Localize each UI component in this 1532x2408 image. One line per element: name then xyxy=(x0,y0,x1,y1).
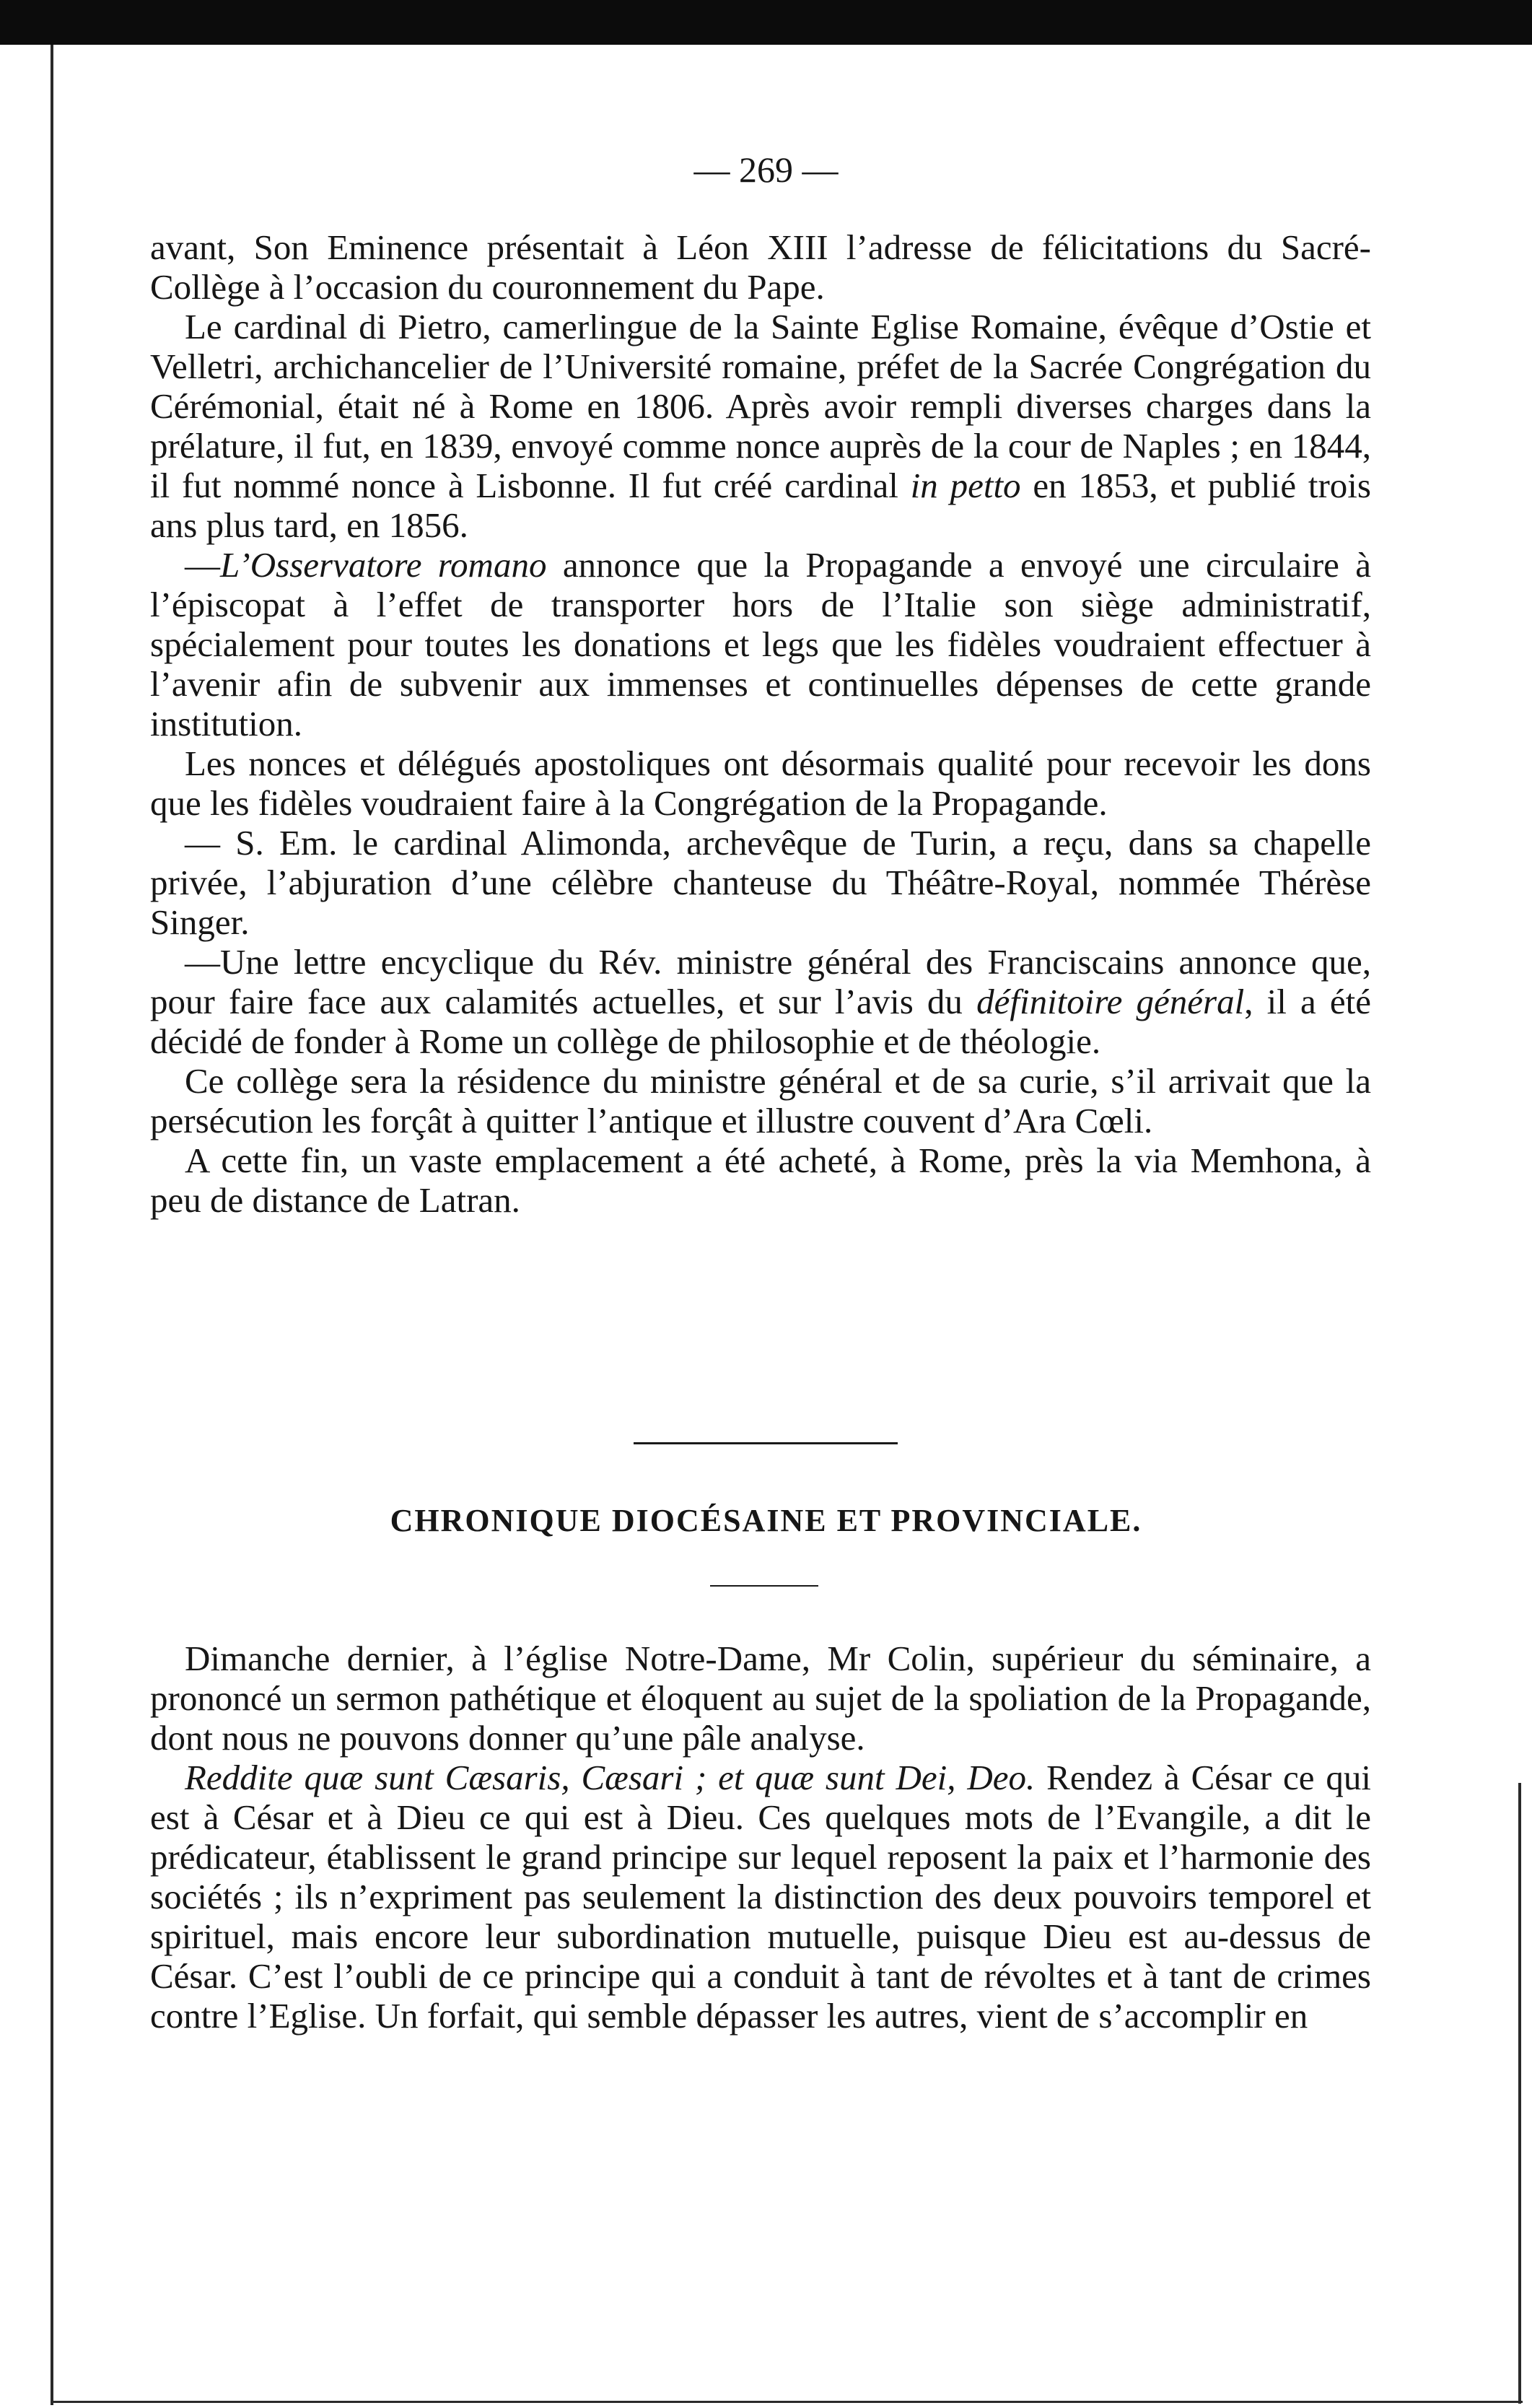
paragraph-10: Reddite quæ sunt Cæsaris, Cæsari ; et quæ sunt Dei, Deo. Rendez à César ce qui est à César et à Dieu ce qui est à Dieu. Ces quelques mots de l’Evangile, a dit le prédicateur, établissent le grand principe sur lequel reposent la paix et l’harmonie des sociétés ; ils n’expriment pas seulement la distinction des deux pouvoirs temporel et spirituel, mais encore leur subordination mutuelle, puisque Dieu est au-dessus de César. C’est l’oubli de ce principe qui a conduit à tant de révoltes et à tant de crimes contre l’Eglise. Un forfait, qui semble dépasser les autres, vient de s’accomplir en xyxy=(150,1758,1371,2036)
scan-bottom-border xyxy=(51,2401,1523,2403)
paragraph-1: avant, Son Eminence présentait à Léon XIII l’adresse de félicitations du Sacré-Collège à l’occasion du couronnement du Pape. xyxy=(150,227,1371,307)
paragraph-9: Dimanche dernier, à l’église Notre-Dame, Mr Colin, supérieur du séminaire, a prononcé un sermon pathétique et éloquent au sujet de la spoliation de la Propagande, dont nous ne pouvons donner qu’une pâle analyse. xyxy=(150,1639,1371,1758)
page-number: — 269 — xyxy=(693,149,839,190)
section-roman-news xyxy=(150,227,1371,1220)
paragraph-7: Ce collège sera la résidence du ministre général et de sa curie, s’il arrivait que la persécution les forçât à quitter l’antique et illustre couvent d’Ara Cœli. xyxy=(150,1061,1371,1140)
paragraph-4: Les nonces et délégués apostoliques ont désormais qualité pour recevoir les dons que les fidèles voudraient faire à la Congrégation de la Propagande. xyxy=(150,743,1371,823)
scan-left-border xyxy=(51,45,53,2405)
paragraph-5: — S. Em. le cardinal Alimonda, archevêque de Turin, a reçu, dans sa chapelle privée, l’abjuration d’une célèbre chanteuse du Théâtre-Royal, nommée Thérèse Singer. xyxy=(150,823,1371,942)
italic-phrase: in petto xyxy=(910,466,1021,505)
scan-right-border xyxy=(1518,1783,1521,2404)
section-chronicle xyxy=(150,1639,1371,2036)
paragraph-6: —Une lettre encyclique du Rév. ministre général des Franciscains annonce que, pour faire face aux calamités actuelles, et sur l’avis du définitoire général, il a été décidé de fonder à Rome un collège de philosophie et de théologie. xyxy=(150,942,1371,1061)
newspaper-title: L’Osservatore romano xyxy=(220,545,547,585)
paragraph-2: Le cardinal di Pietro, camerlingue de la Sainte Eglise Romaine, évêque d’Ostie et Velletri, archichancelier de l’Université romaine, préfet de la Sacrée Congrégation du Cérémonial, était né à Rome en 1806. Après avoir rempli diverses charges dans la prélature, il fut, en 1839, envoyé comme nonce auprès de la cour de Naples ; en 1844, il fut nommé nonce à Lisbonne. Il fut créé cardinal in petto en 1853, et publié trois ans plus tard, en 1856. xyxy=(150,307,1371,545)
latin-quotation: Reddite quæ sunt Cæsaris, Cæsari ; et quæ sunt Dei, Deo. xyxy=(185,1758,1036,1797)
paragraph-3: —L’Osservatore romano annonce que la Propagande a envoyé une circulaire à l’épiscopat à l’effet de transporter hors de l’Italie son siège administratif, spécialement pour toutes les donations et legs que les fidèles voudraient effectuer à l’avenir afin de subvenir aux immenses et continuelles dépenses de cette grande institution. xyxy=(150,545,1372,743)
scan-top-border xyxy=(0,0,1532,45)
section-heading: CHRONIQUE DIOCÉSAINE ET PROVINCIALE. xyxy=(390,1503,1142,1538)
italic-phrase: définitoire général xyxy=(976,982,1245,1021)
heading-underline xyxy=(710,1585,818,1587)
paragraph-8: A cette fin, un vaste emplacement a été acheté, à Rome, près la via Memhona, à peu de distance de Latran. xyxy=(150,1140,1371,1220)
section-divider xyxy=(634,1442,898,1444)
